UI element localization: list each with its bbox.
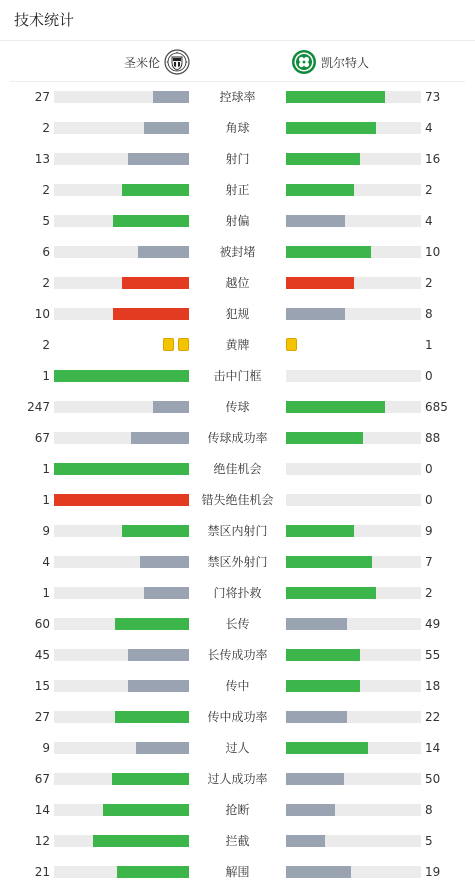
stat-row (0, 857, 475, 888)
home-value: 45 (34, 648, 50, 662)
home-value: 247 (27, 400, 50, 414)
stat-label: 抢断 (225, 803, 250, 817)
stat-row (0, 795, 475, 826)
home-bar-fill (54, 370, 189, 382)
page-title: 技术统计 (14, 11, 75, 29)
home-team-name: 圣米伦 (123, 55, 160, 70)
away-bar-fill (286, 742, 368, 754)
home-bar-track (54, 494, 189, 506)
stat-label: 越位 (225, 276, 250, 290)
home-bar-track (54, 711, 189, 723)
away-bar-track (286, 649, 421, 661)
stat-row (0, 392, 475, 423)
home-value: 1 (42, 586, 50, 600)
home-value: 12 (34, 834, 50, 848)
home-yellow-cards (163, 338, 189, 351)
away-bar-track (286, 866, 421, 878)
away-bar-track (286, 432, 421, 444)
away-value: 16 (425, 152, 441, 166)
away-bar-fill (286, 680, 360, 692)
home-bar-fill (93, 835, 189, 847)
stat-row (0, 485, 475, 516)
away-bar-track (286, 370, 421, 382)
home-value: 67 (34, 772, 50, 786)
away-bar-track (286, 215, 421, 227)
away-bar-fill (286, 401, 385, 413)
stat-label: 过人 (225, 741, 250, 755)
away-bar-fill (286, 866, 351, 878)
away-value: 73 (425, 90, 441, 104)
yellow-card-icon (163, 338, 174, 351)
stat-row (0, 826, 475, 857)
home-bar-fill (128, 649, 189, 661)
away-bar-track (286, 618, 421, 630)
away-value: 14 (425, 741, 441, 755)
away-bar-fill (286, 556, 372, 568)
stat-label: 射门 (225, 152, 250, 166)
home-bar-track (54, 804, 189, 816)
stat-label: 黄牌 (225, 338, 250, 352)
home-value: 67 (34, 431, 50, 445)
away-bar-track (286, 153, 421, 165)
stat-row (0, 454, 475, 485)
stat-label: 绝佳机会 (213, 462, 262, 476)
stat-row (0, 764, 475, 795)
away-bar-fill (286, 184, 354, 196)
home-value: 13 (34, 152, 50, 166)
stat-row (0, 206, 475, 237)
away-bar-fill (286, 618, 347, 630)
home-value: 15 (34, 679, 50, 693)
home-bar-track (54, 91, 189, 103)
stat-label: 被封堵 (219, 245, 256, 259)
home-bar-track (54, 618, 189, 630)
stat-row (0, 578, 475, 609)
away-bar-fill (286, 773, 344, 785)
home-bar-track (54, 463, 189, 475)
away-yellow-cards (286, 338, 297, 351)
away-bar-fill (286, 587, 376, 599)
home-bar-track (54, 680, 189, 692)
stat-row (0, 299, 475, 330)
stat-label: 控球率 (219, 90, 256, 104)
away-value: 4 (425, 121, 433, 135)
away-bar-fill (286, 153, 360, 165)
home-bar-fill (140, 556, 189, 568)
home-value: 27 (34, 90, 50, 104)
away-bar-track (286, 122, 421, 134)
away-bar-track (286, 246, 421, 258)
away-team[interactable] (291, 48, 369, 76)
home-bar-fill (144, 122, 189, 134)
away-value: 2 (425, 183, 433, 197)
home-bar-fill (122, 277, 190, 289)
home-bar-track (54, 866, 189, 878)
home-bar-fill (115, 711, 189, 723)
stat-row (0, 423, 475, 454)
stat-row (0, 237, 475, 268)
away-bar-fill (286, 525, 354, 537)
home-value: 60 (34, 617, 50, 631)
home-value: 2 (42, 338, 50, 352)
stat-label: 犯规 (225, 307, 250, 321)
home-bar-track (54, 556, 189, 568)
stat-row (0, 113, 475, 144)
stat-label: 门将扑救 (213, 586, 262, 600)
stat-label: 角球 (225, 121, 250, 135)
away-bar-fill (286, 804, 335, 816)
away-bar-fill (286, 649, 360, 661)
stat-row (0, 82, 475, 113)
team-header (10, 42, 465, 82)
stat-row (0, 671, 475, 702)
away-value: 5 (425, 834, 433, 848)
home-bar-fill (113, 308, 189, 320)
away-bar-track (286, 773, 421, 785)
home-bar-fill (112, 773, 189, 785)
stat-row (0, 733, 475, 764)
stat-row (0, 175, 475, 206)
home-value: 4 (42, 555, 50, 569)
stat-row (0, 268, 475, 299)
away-value: 9 (425, 524, 433, 538)
home-bar-fill (136, 742, 189, 754)
home-value: 2 (42, 183, 50, 197)
away-bar-fill (286, 277, 354, 289)
home-bar-track (54, 432, 189, 444)
away-value: 50 (425, 772, 441, 786)
away-value: 19 (425, 865, 441, 879)
away-value: 18 (425, 679, 441, 693)
away-bar-fill (286, 215, 345, 227)
celtic-crest-icon (291, 49, 317, 75)
stats-list (0, 82, 475, 888)
away-bar-fill (286, 122, 376, 134)
away-bar-fill (286, 91, 385, 103)
stat-row (0, 609, 475, 640)
away-bar-track (286, 556, 421, 568)
home-value: 14 (34, 803, 50, 817)
away-bar-track (286, 804, 421, 816)
stat-label: 射正 (225, 183, 250, 197)
stat-label: 传中 (225, 679, 250, 693)
away-value: 7 (425, 555, 433, 569)
home-value: 21 (34, 865, 50, 879)
away-value: 49 (425, 617, 441, 631)
home-value: 6 (42, 245, 50, 259)
stat-row (0, 516, 475, 547)
away-bar-fill (286, 835, 325, 847)
home-value: 9 (42, 524, 50, 538)
stat-row (0, 702, 475, 733)
away-value: 685 (425, 400, 448, 414)
away-bar-fill (286, 308, 345, 320)
home-bar-fill (54, 463, 189, 475)
away-value: 2 (425, 276, 433, 290)
stat-label: 错失绝佳机会 (201, 493, 274, 507)
away-bar-track (286, 587, 421, 599)
home-value: 9 (42, 741, 50, 755)
stat-label: 传球成功率 (207, 431, 268, 445)
home-bar-fill (138, 246, 189, 258)
yellow-card-icon (178, 338, 189, 351)
home-bar-fill (128, 153, 189, 165)
home-bar-track (54, 742, 189, 754)
away-value: 55 (425, 648, 441, 662)
stat-label: 拦截 (225, 834, 250, 848)
yellow-card-icon (286, 338, 297, 351)
home-value: 1 (42, 369, 50, 383)
home-bar-track (54, 401, 189, 413)
home-bar-fill (115, 618, 189, 630)
away-bar-track (286, 494, 421, 506)
away-value: 1 (425, 338, 433, 352)
home-value: 1 (42, 493, 50, 507)
away-bar-track (286, 277, 421, 289)
away-bar-track (286, 401, 421, 413)
stat-label: 传球 (225, 400, 250, 414)
stat-label: 禁区外射门 (207, 555, 268, 569)
home-bar-track (54, 277, 189, 289)
home-bar-track (54, 525, 189, 537)
home-bar-track (54, 649, 189, 661)
stat-row (0, 144, 475, 175)
home-bar-track (54, 246, 189, 258)
stat-label: 射偏 (225, 214, 250, 228)
away-value: 4 (425, 214, 433, 228)
away-value: 0 (425, 493, 433, 507)
home-value: 2 (42, 121, 50, 135)
away-value: 10 (425, 245, 441, 259)
st-mirren-crest-icon (164, 49, 190, 75)
home-bar-fill (153, 91, 189, 103)
away-team-name: 凯尔特人 (321, 55, 370, 70)
away-bar-track (286, 184, 421, 196)
home-bar-fill (117, 866, 189, 878)
stats-header (0, 0, 475, 41)
stat-label: 过人成功率 (207, 772, 268, 786)
stat-row (0, 547, 475, 578)
away-bar-track (286, 463, 421, 475)
away-bar-track (286, 742, 421, 754)
home-bar-fill (144, 587, 189, 599)
stat-label: 长传成功率 (207, 648, 268, 662)
home-bar-track (54, 308, 189, 320)
stat-label: 长传 (225, 617, 250, 631)
home-bar-fill (103, 804, 189, 816)
home-bar-fill (122, 184, 190, 196)
home-bar-track (54, 587, 189, 599)
home-bar-fill (122, 525, 190, 537)
stat-row (0, 361, 475, 392)
home-bar-track (54, 184, 189, 196)
home-value: 2 (42, 276, 50, 290)
away-bar-track (286, 835, 421, 847)
away-bar-fill (286, 432, 363, 444)
home-bar-fill (128, 680, 189, 692)
home-bar-track (54, 835, 189, 847)
home-value: 10 (34, 307, 50, 321)
away-value: 88 (425, 431, 441, 445)
home-bar-track (54, 370, 189, 382)
away-bar-track (286, 91, 421, 103)
away-value: 0 (425, 462, 433, 476)
away-bar-fill (286, 246, 371, 258)
away-bar-track (286, 711, 421, 723)
stat-label: 击中门框 (213, 369, 262, 383)
away-bar-track (286, 525, 421, 537)
away-value: 8 (425, 803, 433, 817)
stat-label: 传中成功率 (207, 710, 268, 724)
stat-row (0, 330, 475, 361)
away-bar-track (286, 680, 421, 692)
home-value: 27 (34, 710, 50, 724)
home-bar-fill (131, 432, 189, 444)
home-bar-fill (153, 401, 189, 413)
home-bar-track (54, 153, 189, 165)
home-value: 1 (42, 462, 50, 476)
away-bar-fill (286, 711, 347, 723)
home-bar-track (54, 122, 189, 134)
away-value: 8 (425, 307, 433, 321)
away-value: 0 (425, 369, 433, 383)
away-bar-track (286, 308, 421, 320)
home-bar-fill (113, 215, 189, 227)
home-team[interactable] (124, 48, 190, 76)
home-bar-track (54, 773, 189, 785)
home-bar-fill (54, 494, 189, 506)
stat-row (0, 640, 475, 671)
away-value: 2 (425, 586, 433, 600)
stat-label: 解围 (225, 865, 250, 879)
away-value: 22 (425, 710, 441, 724)
home-value: 5 (42, 214, 50, 228)
home-bar-track (54, 215, 189, 227)
stat-label: 禁区内射门 (207, 524, 268, 538)
